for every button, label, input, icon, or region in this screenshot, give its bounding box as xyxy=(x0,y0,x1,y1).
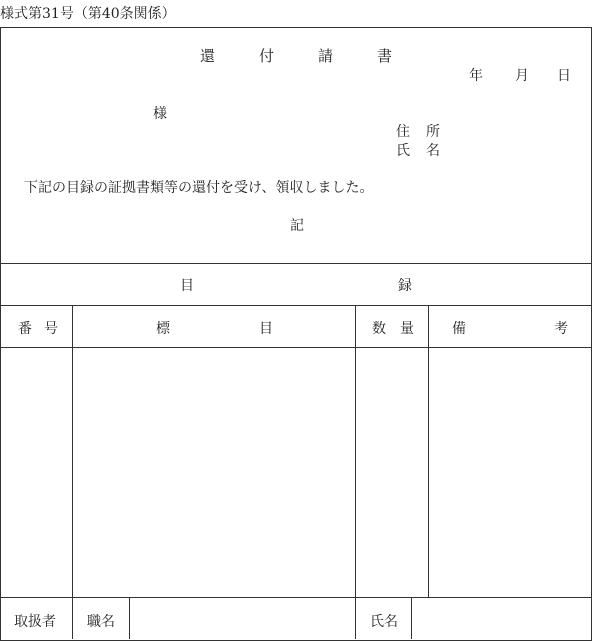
date-day: 日 xyxy=(557,68,571,84)
catalog-heading-2: 録 xyxy=(398,278,412,294)
divider-catalog-top xyxy=(0,263,592,264)
footer-handler-label: 取扱者 xyxy=(14,614,56,630)
divider-headers-top xyxy=(0,305,592,306)
col-divider-3 xyxy=(428,305,429,597)
catalog-heading-1: 目 xyxy=(180,278,194,294)
header-subject: 標 目 xyxy=(156,321,273,337)
divider-footer-top xyxy=(0,597,592,598)
date-month: 月 xyxy=(515,68,529,84)
col-divider-1 xyxy=(72,305,73,639)
footer-name-label: 氏名 xyxy=(370,614,398,630)
ki-label: 記 xyxy=(290,218,304,234)
date-year: 年 xyxy=(469,68,483,84)
footer-divider-2 xyxy=(411,597,412,639)
name-label: 氏 名 xyxy=(396,143,440,159)
footer-job-title-label: 職名 xyxy=(87,614,115,630)
header-remarks: 備 考 xyxy=(452,321,568,337)
form-label: 様式第31号（第40条関係） xyxy=(0,6,176,22)
document-title: 還 付 請 書 xyxy=(200,47,392,65)
header-number: 番 号 xyxy=(18,321,58,337)
statement-text: 下記の目録の証拠書類等の還付を受け、領収しました。 xyxy=(24,180,374,196)
addressee-suffix: 様 xyxy=(153,106,167,122)
col-divider-2 xyxy=(355,305,356,639)
footer-divider-1 xyxy=(129,597,130,639)
header-quantity: 数 量 xyxy=(372,321,414,337)
address-label: 住 所 xyxy=(396,124,440,140)
divider-headers-bottom xyxy=(0,347,592,348)
